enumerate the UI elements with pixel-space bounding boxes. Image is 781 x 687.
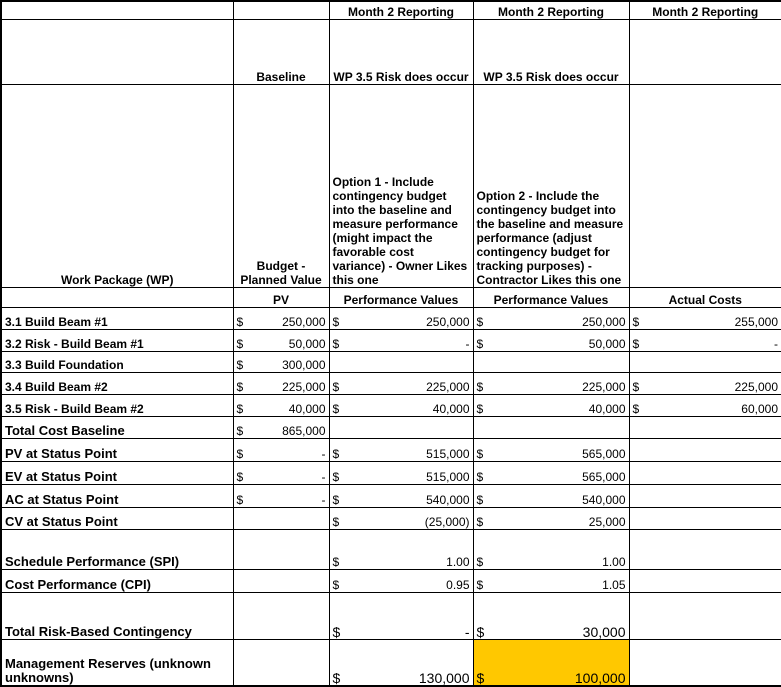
cell-baseline [233, 484, 329, 507]
cell-value: - [321, 492, 326, 507]
cell-option1 [329, 530, 473, 570]
cell-actual [629, 329, 781, 351]
cell-option1 [329, 416, 473, 439]
cell-actual [629, 416, 781, 439]
cell-value: 1.00 [602, 555, 626, 570]
header-option2-description: Option 2 - Include the contingency budget into the baseline and measure performance (adjust contingency budget for tracking purposes) - Contractor Likes this one [473, 84, 629, 287]
cell-option1 [329, 570, 473, 593]
row-label: Schedule Performance (SPI) [1, 530, 233, 570]
currency-symbol: $ [332, 336, 340, 351]
cell-actual [629, 462, 781, 485]
row-label: Management Reserves (unknown unknowns) [1, 639, 233, 686]
currency-symbol: $ [332, 670, 341, 686]
header-actual-blank [629, 19, 781, 84]
cell-value: 1.05 [602, 578, 626, 593]
row-label: Cost Performance (CPI) [1, 570, 233, 593]
header-month2-option1: Month 2 Reporting [329, 1, 473, 19]
cell-option2 [473, 484, 629, 507]
currency-symbol: $ [476, 623, 485, 640]
cell-value: 225,000 [582, 379, 626, 394]
cell-value: 30,000 [582, 623, 626, 640]
currency-symbol: $ [332, 492, 340, 507]
cell-value: 865,000 [282, 424, 326, 439]
cell-value: 300,000 [282, 358, 326, 373]
cell-baseline [233, 394, 329, 416]
subheader-performance-values-option1: Performance Values [329, 287, 473, 308]
row-label: EV at Status Point [1, 462, 233, 485]
cell-value: 250,000 [582, 314, 626, 329]
currency-symbol: $ [632, 314, 640, 329]
table-row [1, 484, 781, 507]
cell-option1 [329, 329, 473, 351]
cell-actual [629, 439, 781, 462]
currency-symbol: $ [236, 469, 244, 484]
cell-actual [629, 639, 781, 686]
header-option1-description: Option 1 - Include contingency budget into the baseline and measure performance (might impact the favorable cost variance) - Owner Likes this one [329, 84, 473, 287]
cell-option1 [329, 439, 473, 462]
subheader-pv: PV [233, 287, 329, 308]
cell-value: - [465, 336, 470, 351]
row-label: 3.4 Build Beam #2 [1, 373, 233, 395]
cell-actual [629, 351, 781, 373]
currency-symbol: $ [476, 578, 484, 593]
table-row [1, 373, 781, 395]
cell-baseline [233, 570, 329, 593]
cell-baseline [233, 308, 329, 330]
cell-value: 565,000 [582, 469, 626, 484]
cell-actual [629, 373, 781, 395]
cell-value: 540,000 [582, 492, 626, 507]
currency-symbol: $ [236, 379, 244, 394]
cell-actual [629, 507, 781, 530]
cell-actual [629, 570, 781, 593]
currency-symbol: $ [476, 401, 484, 416]
cell-actual [629, 530, 781, 570]
cell-option2-highlighted [473, 639, 629, 686]
currency-symbol: $ [476, 447, 484, 462]
cell-value: - [774, 336, 778, 351]
header-row-scenario [1, 19, 781, 84]
cell-value: - [321, 447, 326, 462]
currency-symbol: $ [332, 469, 340, 484]
cell-option1 [329, 484, 473, 507]
cell-value: 50,000 [288, 336, 326, 351]
cell-value: - [321, 469, 326, 484]
currency-symbol: $ [236, 336, 244, 351]
currency-symbol: $ [476, 492, 484, 507]
cell-value: 25,000 [588, 515, 626, 530]
cell-value: 225,000 [282, 379, 326, 394]
header-budget-planned-value-label: Budget - Planned Value [233, 84, 329, 287]
cell-value: 225,000 [426, 379, 470, 394]
cell-baseline [233, 462, 329, 485]
currency-symbol: $ [476, 469, 484, 484]
cell-option1 [329, 639, 473, 686]
table-row [1, 570, 781, 593]
cell-actual [629, 484, 781, 507]
cell-actual [629, 394, 781, 416]
cell-value: 100,000 [574, 670, 626, 686]
cell-option1 [329, 373, 473, 395]
cell-value: 225,000 [734, 379, 778, 394]
header-baseline-label: Baseline [233, 19, 329, 84]
cell-baseline [233, 351, 329, 373]
currency-symbol: $ [476, 555, 484, 570]
header-month2-option2: Month 2 Reporting [473, 1, 629, 19]
cell-option2 [473, 593, 629, 640]
currency-symbol: $ [332, 623, 341, 640]
cell-baseline [233, 329, 329, 351]
cell-value: 50,000 [588, 336, 626, 351]
cell-option2 [473, 308, 629, 330]
cell-value: 565,000 [582, 447, 626, 462]
subheader-performance-values-option2: Performance Values [473, 287, 629, 308]
table-row [1, 530, 781, 570]
currency-symbol: $ [332, 447, 340, 462]
header-baseline-blank [233, 1, 329, 19]
cell-option1 [329, 308, 473, 330]
currency-symbol: $ [476, 314, 484, 329]
header-row-reporting-period [1, 1, 781, 19]
row-label: CV at Status Point [1, 507, 233, 530]
cell-actual [629, 308, 781, 330]
cell-actual [629, 593, 781, 640]
cell-option1 [329, 394, 473, 416]
row-label: AC at Status Point [1, 484, 233, 507]
header-month2-actual: Month 2 Reporting [629, 1, 781, 19]
currency-symbol: $ [332, 555, 340, 570]
header-wp-blank [1, 19, 233, 84]
cell-value: 40,000 [588, 401, 626, 416]
row-label: Total Risk-Based Contingency [1, 593, 233, 640]
cell-baseline [233, 439, 329, 462]
table-row [1, 416, 781, 439]
cell-value: 60,000 [741, 401, 778, 416]
header-work-package-label: Work Package (WP) [1, 84, 233, 287]
header-corner-blank [1, 1, 233, 19]
cell-value: 540,000 [426, 492, 470, 507]
table-row [1, 351, 781, 373]
cell-value: 515,000 [426, 469, 470, 484]
row-label: Total Cost Baseline [1, 416, 233, 439]
row-label: 3.3 Build Foundation [1, 351, 233, 373]
cell-option2 [473, 394, 629, 416]
subheader-actual-costs: Actual Costs [629, 287, 781, 308]
currency-symbol: $ [332, 578, 340, 593]
currency-symbol: $ [236, 358, 244, 373]
header-actual-blank-2 [629, 84, 781, 287]
currency-symbol: $ [236, 424, 244, 439]
currency-symbol: $ [632, 379, 640, 394]
cell-option2 [473, 570, 629, 593]
cell-value: 1.00 [446, 555, 470, 570]
cell-option2 [473, 373, 629, 395]
table-row [1, 639, 781, 686]
table-row [1, 593, 781, 640]
cell-baseline [233, 593, 329, 640]
cell-option1 [329, 351, 473, 373]
table-row [1, 507, 781, 530]
cell-baseline [233, 507, 329, 530]
currency-symbol: $ [332, 401, 340, 416]
cell-option1 [329, 593, 473, 640]
currency-symbol: $ [332, 515, 340, 530]
currency-symbol: $ [236, 401, 244, 416]
cell-baseline [233, 416, 329, 439]
currency-symbol: $ [236, 492, 244, 507]
currency-symbol: $ [476, 515, 484, 530]
table-row [1, 329, 781, 351]
row-label: PV at Status Point [1, 439, 233, 462]
currency-symbol: $ [332, 314, 340, 329]
cell-baseline [233, 639, 329, 686]
table-row [1, 308, 781, 330]
cell-value: 250,000 [282, 314, 326, 329]
currency-symbol: $ [632, 401, 640, 416]
table-row [1, 462, 781, 485]
header-row-metric-names [1, 287, 781, 308]
row-label: 3.2 Risk - Build Beam #1 [1, 329, 233, 351]
cell-option2 [473, 329, 629, 351]
cell-option2 [473, 439, 629, 462]
cell-value: - [464, 623, 470, 640]
cell-baseline [233, 530, 329, 570]
row-label: 3.5 Risk - Build Beam #2 [1, 394, 233, 416]
header-row-definitions [1, 84, 781, 287]
table-row [1, 394, 781, 416]
cell-value: 40,000 [288, 401, 326, 416]
currency-symbol: $ [476, 670, 485, 686]
cell-option2 [473, 351, 629, 373]
cell-value: 0.95 [446, 578, 470, 593]
header-risk-note-option2: WP 3.5 Risk does occur [473, 19, 629, 84]
cell-option1 [329, 507, 473, 530]
cell-value: 515,000 [426, 447, 470, 462]
row-label: 3.1 Build Beam #1 [1, 308, 233, 330]
cell-value: 130,000 [418, 670, 470, 686]
cell-option1 [329, 462, 473, 485]
currency-symbol: $ [632, 336, 640, 351]
currency-symbol: $ [476, 336, 484, 351]
cell-option2 [473, 507, 629, 530]
currency-symbol: $ [236, 447, 244, 462]
cell-value: 255,000 [734, 314, 778, 329]
header-risk-note-option1: WP 3.5 Risk does occur [329, 19, 473, 84]
currency-symbol: $ [332, 379, 340, 394]
cell-baseline [233, 373, 329, 395]
currency-symbol: $ [236, 314, 244, 329]
currency-symbol: $ [476, 379, 484, 394]
cell-option2 [473, 530, 629, 570]
cell-value: 40,000 [432, 401, 470, 416]
subheader-wp-blank [1, 287, 233, 308]
cell-option2 [473, 416, 629, 439]
table-row [1, 439, 781, 462]
cell-value: 250,000 [426, 314, 470, 329]
cell-option2 [473, 462, 629, 485]
cell-value: (25,000) [424, 515, 470, 530]
